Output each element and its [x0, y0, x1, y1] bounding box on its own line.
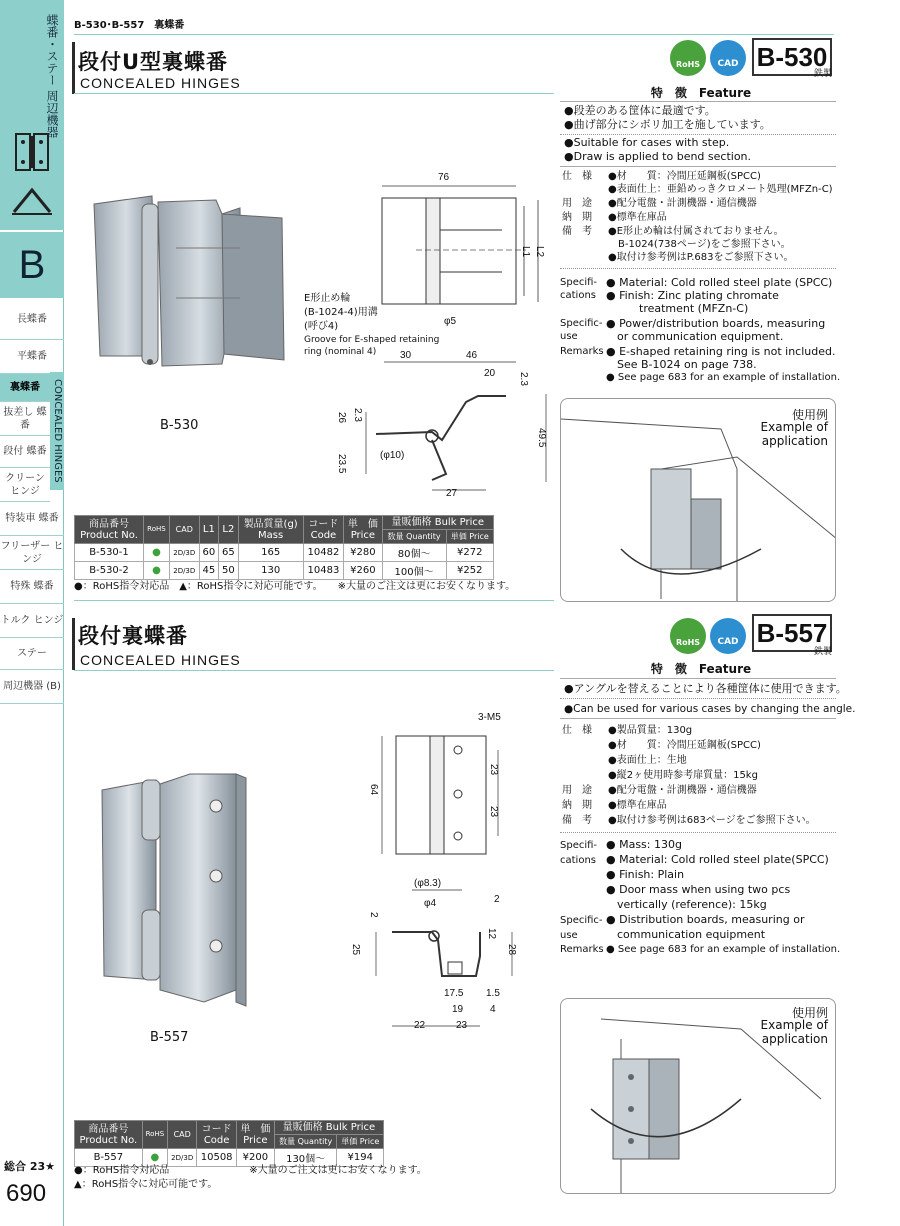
spec-line: ● Mass: 130g: [606, 838, 682, 851]
spec-label: Specific- use: [560, 318, 603, 342]
spec-line: ●材 質：冷間圧延鋼板(SPCC): [608, 740, 761, 751]
product2-footnote-2: ▲：RoHS指令に対応可能です。: [74, 1179, 218, 1190]
dim-label: 46: [466, 350, 478, 361]
product1-photo: [92, 188, 292, 388]
stay-icon: [10, 182, 54, 222]
dim-label: (φ8.3): [414, 878, 442, 889]
product2-feature-jp-0: ●アングルを替えることにより各種筐体に使用できます。: [564, 682, 847, 695]
cad-badge-icon: CAD: [710, 618, 746, 654]
spec-label: 用 途: [562, 198, 592, 209]
groove-note: Groove for E-shaped retaining: [304, 335, 440, 345]
divider: [560, 268, 836, 269]
cell: ¥272: [446, 544, 493, 562]
cell: ¥252: [446, 562, 493, 580]
hinge-icon: [10, 132, 54, 172]
groove-note: (呼び4): [304, 321, 339, 332]
product2-price-table: [74, 1120, 384, 1167]
spec-label: 仕 様: [562, 171, 592, 182]
spec-line: ● E-shaped retaining ring is not included.: [606, 345, 836, 358]
product2-photo-label: B-557: [150, 1030, 189, 1045]
sidebar-item-flat-hinge[interactable]: 平蝶番: [0, 340, 64, 374]
product1-photo-label: B-530: [160, 418, 199, 433]
spec-line: ●取付け参考例はP.683をご参照下さい。: [608, 252, 794, 263]
spec-line: ● Power/distribution boards, measuring: [606, 317, 826, 330]
total-catalog-label: 総合 23★: [4, 1160, 55, 1173]
divider: [560, 166, 836, 167]
spec-line: ● Distribution boards, measuring or: [606, 913, 805, 926]
cell: 65: [219, 544, 239, 562]
product1-feature-en-0: ●Suitable for cases with step.: [564, 136, 730, 149]
dim-label: 2: [494, 894, 500, 905]
spec-line: ●材 質：冷間圧延鋼板(SPCC): [608, 171, 761, 182]
rohs-dot-icon: ●: [144, 562, 170, 580]
sidebar: [0, 0, 64, 1226]
spec-line: ●製品質量：130g: [608, 725, 693, 736]
spec-line: ●縦2ヶ使用時参考扉質量：15kg: [608, 770, 758, 781]
dim-label: L1: [520, 246, 531, 258]
spec-line: ●配分電盤・計測機器・通信機器: [608, 198, 757, 209]
spec-label: Specifi- cations: [560, 277, 598, 301]
cell: 80個〜: [382, 544, 446, 562]
cell: 10482: [303, 544, 343, 562]
dim-label: 49.5: [536, 428, 547, 448]
cell: 100個〜: [382, 562, 446, 580]
groove-note: (B-1024-4)用溝: [304, 307, 378, 318]
sidebar-item-peripherals[interactable]: 周辺機器 (B): [0, 670, 64, 704]
spec-line: See B-1024 on page 738.: [606, 358, 757, 371]
dim-label: 23: [488, 764, 499, 776]
spec-label: 仕 様: [562, 725, 592, 736]
title-bar-marker: [72, 42, 75, 94]
dim-label: 2.3: [518, 372, 529, 386]
cell: ¥280: [344, 544, 382, 562]
product2-material-mark: 鉄製: [814, 647, 833, 657]
title-bar-marker: [72, 618, 75, 670]
product1-title-en: CONCEALED HINGES: [80, 75, 241, 91]
rohs-dot-icon: ●: [144, 544, 170, 562]
cell: 130個〜: [274, 1149, 337, 1167]
spec-line: ●標準在庫品: [608, 212, 667, 223]
cell: 10508: [197, 1149, 237, 1167]
spec-label: 用 途: [562, 785, 592, 796]
product1-code: B-530: [752, 38, 832, 76]
dim-label: 28: [506, 944, 517, 956]
col-header-bulk: 量販価格 Bulk Price: [382, 516, 493, 530]
product1-feature-jp-1: ●曲げ部分にシボリ加工を施しています。: [564, 118, 771, 131]
product2-title-rule: [74, 670, 554, 671]
spec-line: vertically (reference): 15kg: [606, 898, 767, 911]
cell: 10483: [303, 562, 343, 580]
application-label-en: application: [761, 1032, 828, 1046]
spec-line: ● See page 683 for an example of installation.: [606, 944, 841, 955]
dim-label: L2: [534, 246, 545, 258]
spec-line: ● Material: Cold rolled steel plate(SPCC): [606, 853, 829, 866]
spec-label: 備 考: [562, 226, 592, 237]
application-label-jp: 使用例: [791, 408, 828, 422]
divider: [560, 698, 836, 699]
product2-code: B-557: [752, 614, 832, 652]
dim-label: 12: [486, 928, 497, 940]
product1-feature-heading: 特 徴 Feature: [650, 86, 752, 100]
product2-side-drawing: [352, 876, 532, 1036]
dim-label: (φ10): [380, 450, 405, 461]
col-header: L2: [219, 516, 239, 544]
rohs-badge-icon: RoHS: [670, 40, 706, 76]
spec-line: ●表面仕上：生地: [608, 755, 687, 766]
spec-label: Specifi- cations: [560, 840, 598, 866]
sidebar-item-stay[interactable]: ステー: [0, 638, 64, 670]
dim-label: 23: [456, 1020, 468, 1031]
page-number: 690: [6, 1180, 47, 1207]
spec-line: B-1024(738ページ)をご参照下さい。: [608, 239, 791, 250]
product2-footnote-1: ●：RoHS指令対応品 ※大量のご注文は更にお安くなります。: [74, 1165, 427, 1176]
dim-label: 23: [488, 806, 499, 818]
dim-label: 64: [368, 784, 379, 796]
col-header: コード Code: [197, 1121, 237, 1149]
product1-title-rule: [74, 93, 554, 94]
spec-label: Specific- use: [560, 915, 603, 941]
col-header: RoHS: [144, 516, 170, 544]
cell: ¥260: [344, 562, 382, 580]
col-header: 数量 Quantity: [274, 1135, 337, 1149]
divider: [560, 134, 836, 135]
dim-label: 4: [490, 1004, 496, 1015]
spec-line: ●表面仕上：亜鉛めっきクロメート処理(MFZn-C): [608, 184, 833, 195]
groove-note: E形止め輪: [304, 293, 351, 304]
dim-label: 22: [414, 1020, 426, 1031]
spec-label: Remarks: [560, 944, 604, 955]
cell: B-530-1: [75, 544, 144, 562]
product1-feature-en-1: ●Draw is applied to bend section.: [564, 150, 752, 163]
table-row: [75, 562, 494, 580]
cad-link[interactable]: 2D/3D: [168, 1149, 197, 1167]
dim-label: φ4: [424, 898, 437, 909]
product1-material-mark: 鉄製: [814, 69, 833, 79]
col-header: 商品番号 Product No.: [75, 516, 144, 544]
dim-label: 17.5: [444, 988, 464, 999]
spec-line: ● Material: Cold rolled steel plate (SPCC): [606, 276, 833, 289]
spec-label: Remarks: [560, 346, 604, 357]
application-label-en: application: [761, 434, 828, 448]
groove-note: ring (nominal 4): [304, 347, 377, 357]
rohs-dot-icon: ●: [142, 1149, 167, 1167]
divider: [560, 832, 836, 833]
application-label-en: Example of: [760, 420, 828, 434]
sidebar-item-long-hinge[interactable]: 長蝶番: [0, 300, 64, 340]
header-rule: [74, 34, 834, 35]
spec-label: 備 考: [562, 815, 592, 826]
dim-label: 1.5: [486, 988, 500, 999]
col-header: CAD: [168, 1121, 197, 1149]
breadcrumb: B-530･B-557 裏蝶番: [74, 20, 185, 31]
spec-label: 納 期: [562, 800, 592, 811]
col-header: CAD: [169, 516, 199, 544]
sidebar-vertical-label: CONCEALED HINGES: [50, 372, 64, 490]
cell: B-557: [75, 1149, 143, 1167]
dim-label: 19: [452, 1004, 464, 1015]
dim-label: 27: [446, 488, 458, 499]
spec-line: ● Finish: Plain: [606, 868, 685, 881]
cad-link[interactable]: 2D/3D: [169, 544, 199, 562]
col-header: 単 価 Price: [344, 516, 382, 544]
section-letter: B: [0, 232, 64, 298]
cell: B-530-2: [75, 562, 144, 580]
divider: [560, 101, 836, 102]
spec-line: ●配分電盤・計測機器・通信機器: [608, 785, 757, 796]
cell: 60: [199, 544, 219, 562]
dim-label: φ5: [444, 316, 457, 327]
rohs-badge-icon: RoHS: [670, 618, 706, 654]
dim-label: 2.3: [352, 408, 363, 422]
spec-label: 納 期: [562, 212, 592, 223]
col-header-bulk: 量販価格 Bulk Price: [274, 1121, 383, 1135]
product2-title-jp: 段付裏蝶番: [78, 624, 188, 648]
cad-link[interactable]: 2D/3D: [169, 562, 199, 580]
sidebar-item-vehicle-hinge[interactable]: 特装車 蝶番: [0, 502, 64, 536]
spec-line: ●標準在庫品: [608, 800, 667, 811]
application-label-en: Example of: [760, 1018, 828, 1032]
dim-label: 20: [484, 368, 496, 379]
cell: 130: [238, 562, 303, 580]
col-header: L1: [199, 516, 219, 544]
sidebar-item-lift-off-hinge[interactable]: 抜差し 蝶番: [0, 402, 50, 436]
dim-label: 25: [350, 944, 361, 956]
product2-title-en: CONCEALED HINGES: [80, 652, 241, 668]
product2-photo: [96, 770, 296, 1010]
section-divider: [74, 600, 554, 601]
col-header: RoHS: [142, 1121, 167, 1149]
spec-line: or communication equipment.: [606, 330, 784, 343]
divider: [560, 678, 836, 679]
spec-line: ●取付け参考例は683ページをご参照下さい。: [608, 815, 816, 826]
spec-line: communication equipment: [606, 928, 766, 941]
col-header: 単 価 Price: [237, 1121, 275, 1149]
cell: ¥200: [237, 1149, 275, 1167]
sidebar-category-label: 蝶番・ステー 周辺機器: [45, 14, 59, 138]
cell: ¥194: [337, 1149, 384, 1167]
dim-label: 26: [336, 412, 347, 424]
table-row: [75, 544, 494, 562]
product2-feature-heading: 特 徴 Feature: [650, 662, 752, 676]
product2-feature-en-0: ●Can be used for various cases by changing the angle.: [564, 703, 856, 715]
application-label-jp: 使用例: [791, 1006, 828, 1020]
spec-line: ● Finish: Zinc plating chromate: [606, 289, 779, 302]
col-header: 単価 Price: [337, 1135, 384, 1149]
divider: [560, 718, 836, 719]
sidebar-item-step-hinge[interactable]: 段付 蝶番: [0, 436, 50, 468]
sidebar-item-concealed-hinge[interactable]: 裏蝶番: [0, 374, 50, 402]
cell: 165: [238, 544, 303, 562]
sidebar-item-clean-hinge[interactable]: クリーン ヒンジ: [0, 468, 50, 502]
product1-footnote: ●：RoHS指令対応品 ▲：RoHS指令に対応可能です。 ※大量のご注文は更にお安くなります。: [74, 581, 516, 592]
spec-line: ●E形止め輪は付属されておりません。: [608, 226, 784, 237]
dim-label: 23.5: [336, 454, 347, 474]
col-header: 単価 Price: [446, 530, 493, 544]
col-header: 製品質量(g) Mass: [238, 516, 303, 544]
dim-label: 2: [368, 912, 379, 918]
col-header: コード Code: [303, 516, 343, 544]
product1-title-jp: 段付U型裏蝶番: [78, 50, 229, 74]
sidebar-item-special-hinge[interactable]: 特殊 蝶番: [0, 570, 64, 604]
spec-line: treatment (MFZn-C): [606, 302, 749, 315]
dim-label: 76: [438, 172, 450, 183]
sidebar-item-freezer-hinge[interactable]: フリーザー ヒンジ: [0, 536, 64, 570]
product2-front-drawing: [372, 722, 522, 862]
cell: 50: [219, 562, 239, 580]
col-header: 数量 Quantity: [382, 530, 446, 544]
product1-feature-jp-0: ●段差のある筐体に最適です。: [564, 104, 716, 117]
spec-line: ● Door mass when using two pcs: [606, 883, 791, 896]
dim-label: 30: [400, 350, 412, 361]
sidebar-item-torque-hinge[interactable]: トルク ヒンジ: [0, 604, 64, 638]
dim-label: 3-M5: [478, 712, 501, 723]
cad-badge-icon: CAD: [710, 40, 746, 76]
col-header: 商品番号 Product No.: [75, 1121, 143, 1149]
cell: 45: [199, 562, 219, 580]
spec-line: ● See page 683 for an example of installation.: [606, 372, 841, 383]
product1-price-table: [74, 515, 494, 580]
